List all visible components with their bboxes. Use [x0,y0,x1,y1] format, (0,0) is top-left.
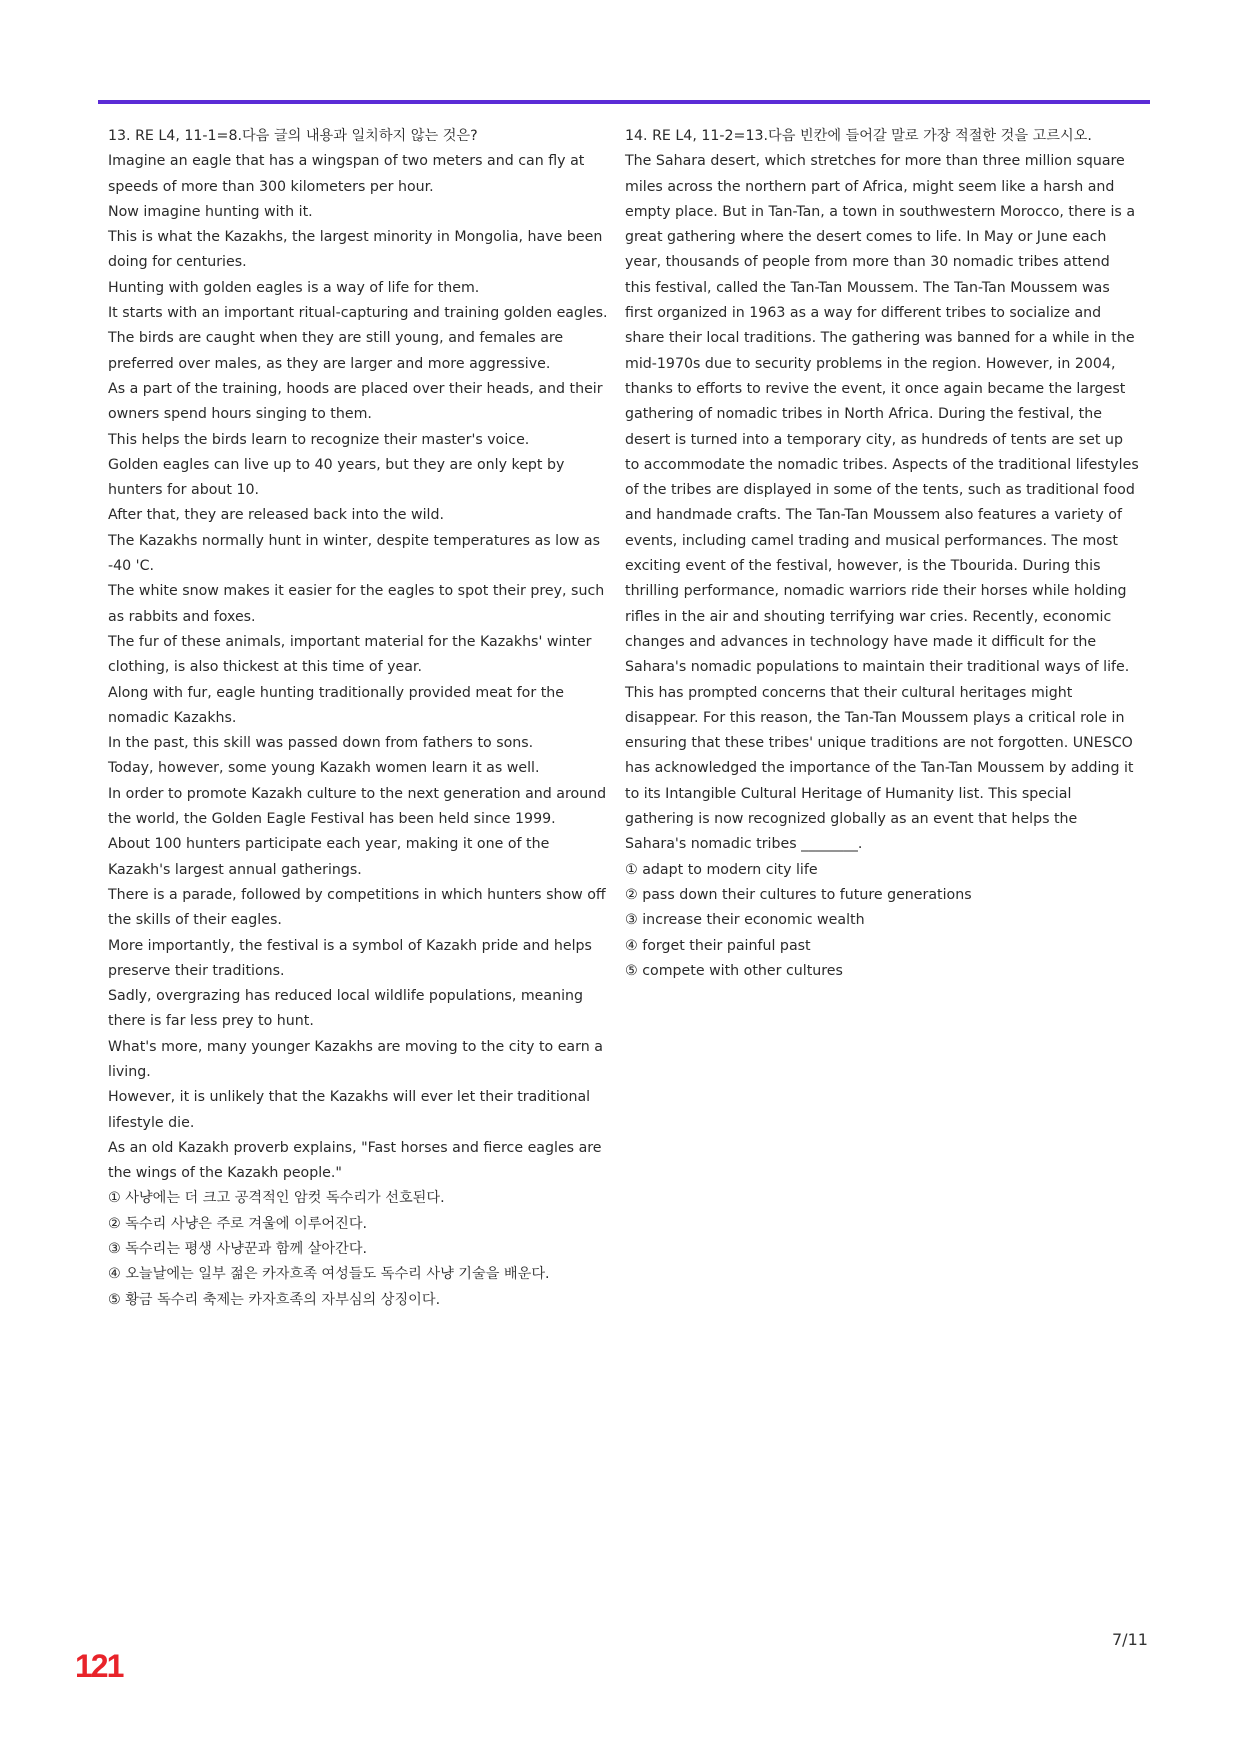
passage-line: As an old Kazakh proverb explains, "Fast horses and fierce eagles are the wings of the Kazakh people." [108,1139,602,1182]
publisher-logo: 121 [75,1648,123,1684]
question-14 [625,124,1140,984]
question-13 [108,124,616,1313]
answer-choice-4[interactable]: ④ 오늘날에는 일부 젊은 카자흐족 여성들도 독수리 사냥 기술을 배운다. [108,1266,550,1283]
question-14-passage: The Sahara desert, which stretches for more than three million square miles across the northern part of Africa, might seem like a harsh and empty place. But in Tan-Tan, a town in southwestern Morocco, there is a great gathering where the desert comes to life. In May or June each year, thousands of people from more than 30 nomadic tribes attend this festival, called the Tan-Tan Moussem. The Tan-Tan Moussem was first organized in 1963 as a way for different tribes to socialize and share their local traditions. The gathering was banned for a while in the mid-1970s due to security problems in the region. However, in 2004, thanks to efforts to revive the event, it once again became the largest gathering of nomadic tribes in North Africa. During the festival, the desert is turned into a temporary city, as hundreds of tents are set up to accommodate the nomadic tribes. Aspects of the traditional lifestyles of the tribes are displayed in some of the tents, such as traditional food and handmade crafts. The Tan-Tan Moussem also features a variety of events, including camel trading and musical performances. The most exciting event of the festival, however, is the Tbourida. During this thrilling performance, nomadic warriors ride their horses while holding rifles in the air and shouting terrifying war cries. Recently, economic changes and advances in technology have made it difficult for the Sahara's nomadic populations to maintain their traditional ways of life. This has prompted concerns that their cultural heritages might disappear. For this reason, the Tan-Tan Moussem plays a critical role in ensuring that these tribes' unique traditions are not forgotten. UNESCO has acknowledged the importance of the Tan-Tan Moussem by adding it to its Intangible Cultural Heritage of Humanity list. This special gathering is now recognized globally as an event that helps the Sahara's nomadic tribes ________. [625,153,1139,853]
passage-line: As a part of the training, hoods are placed over their heads, and their owners spend hours singing to them. [108,380,603,423]
question-14-header: 14. RE L4, 11-2=13.다음 빈칸에 들어갈 말로 가장 적절한 것을 고르시오. [625,128,1092,144]
passage-line: After that, they are released back into the wild. [108,507,445,524]
passage-line: More importantly, the festival is a symbol of Kazakh pride and helps preserve their traditions. [108,937,592,979]
passage-line: Golden eagles can live up to 40 years, but they are only kept by hunters for about 10. [108,456,565,499]
passage-line: About 100 hunters participate each year, making it one of the Kazakh's largest annual gatherings. [108,836,550,878]
passage-line: The birds are caught when they are still young, and females are preferred over males, as they are larger and more aggressive. [108,330,564,372]
passage-line: The white snow makes it easier for the eagles to spot their prey, such as rabbits and foxes. [108,583,605,625]
question-14-choices [625,858,1140,984]
page-number: 7/11 [1112,1630,1148,1649]
passage-line: What's more, many younger Kazakhs are moving to the city to earn a living. [108,1038,603,1080]
passage-line: However, it is unlikely that the Kazakhs will ever let their traditional lifestyle die. [108,1089,591,1131]
answer-choice-2[interactable]: ② 독수리 사냥은 주로 겨울에 이루어진다. [108,1215,368,1232]
question-13-header: 13. RE L4, 11-1=8.다음 글의 내용과 일치하지 않는 것은? [108,128,478,144]
answer-choice-5[interactable]: ⑤ compete with other cultures [625,962,843,979]
passage-line: Now imagine hunting with it. [108,203,313,220]
passage-line: Sadly, overgrazing has reduced local wildlife populations, meaning there is far less prey to hunt. [108,988,584,1030]
passage-line: The Kazakhs normally hunt in winter, despite temperatures as low as -40 'C. [108,532,600,575]
answer-choice-3[interactable]: ③ 독수리는 평생 사냥꾼과 함께 살아간다. [108,1241,368,1258]
question-13-choices [108,1186,616,1312]
passage-line: The fur of these animals, important material for the Kazakhs' winter clothing, is also thickest at this time of year. [108,633,592,676]
header-rule [98,100,1150,104]
passage-line: This helps the birds learn to recognize their master's voice. [108,431,530,448]
passage-line: There is a parade, followed by competitions in which hunters show off the skills of their eagles. [108,886,606,929]
answer-choice-4[interactable]: ④ forget their painful past [625,937,811,954]
answer-choice-3[interactable]: ③ increase their economic wealth [625,912,865,929]
passage-line: In order to promote Kazakh culture to the next generation and around the world, the Golden Eagle Festival has been held since 1999. [108,785,607,828]
answer-choice-2[interactable]: ② pass down their cultures to future generations [625,886,972,903]
answer-choice-1[interactable]: ① adapt to modern city life [625,861,818,878]
passage-line: Imagine an eagle that has a wingspan of two meters and can fly at speeds of more than 300 kilometers per hour. [108,153,585,195]
passage-line: Today, however, some young Kazakh women learn it as well. [108,760,540,777]
passage-line: In the past, this skill was passed down from fathers to sons. [108,735,534,752]
answer-choice-5[interactable]: ⑤ 황금 독수리 축제는 카자흐족의 자부심의 상징이다. [108,1291,441,1308]
passage-line: Hunting with golden eagles is a way of life for them. [108,279,480,296]
passage-line: It starts with an important ritual-capturing and training golden eagles. [108,305,608,322]
passage-line: This is what the Kazakhs, the largest minority in Mongolia, have been doing for centuries. [108,229,603,271]
question-13-passage [108,149,616,1186]
answer-choice-1[interactable]: ① 사냥에는 더 크고 공격적인 암컷 독수리가 선호된다. [108,1190,445,1207]
passage-line: Along with fur, eagle hunting traditionally provided meat for the nomadic Kazakhs. [108,684,564,726]
